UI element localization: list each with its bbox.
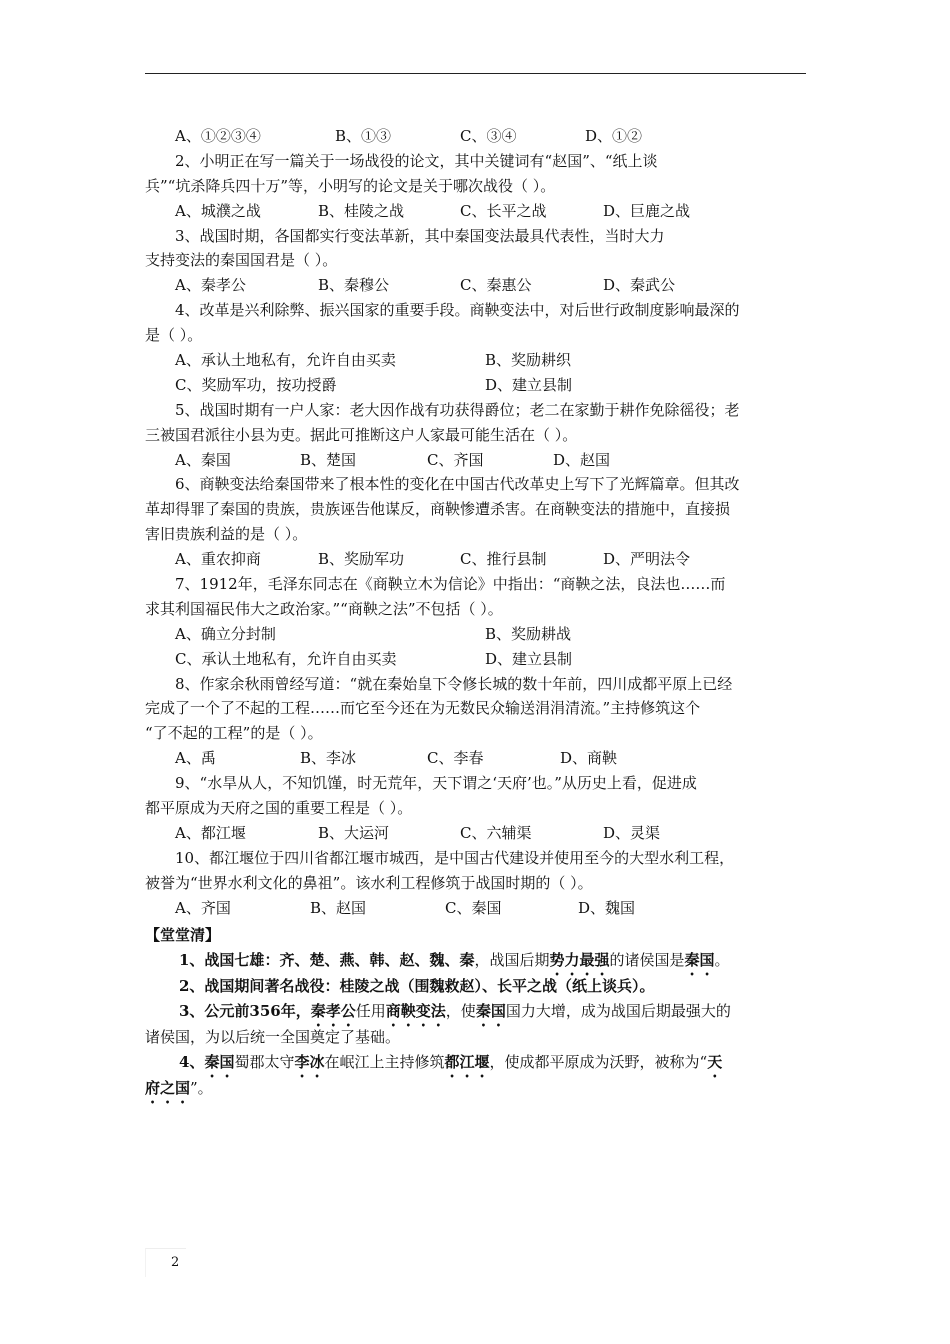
- q7-option-a: A、确立分封制: [175, 624, 276, 643]
- q7-options-row-2: [145, 647, 806, 672]
- q6-option-a: A、重农抑商: [175, 550, 261, 569]
- q8-text-1: 8、作家余秋雨曾经写道：“就在秦始皇下令修长城的数十年前，四川成都平原上已经: [175, 674, 733, 693]
- q3-option-c: C、秦惠公: [460, 276, 532, 295]
- q3-option-b: B、秦穆公: [318, 276, 390, 295]
- q9-option-b: B、大运河: [318, 823, 390, 842]
- q9-option-a: A、都江堰: [175, 823, 246, 842]
- q8-option-c: C、李春: [427, 749, 484, 768]
- q3-option-a: A、秦孝公: [175, 276, 246, 295]
- q8-text-3: “了不起的工程”的是（ ）。: [145, 724, 323, 743]
- key-term: 府之国: [145, 1078, 191, 1097]
- q3-option-d: D、秦武公: [603, 276, 676, 295]
- q9-option-d: D、灵渠: [603, 823, 661, 842]
- q2-option-c: C、长平之战: [460, 201, 547, 220]
- q10-text-2: 被誉为“世界水利文化的鼻祖”。该水利工程修筑于战国时期的（ ）。: [145, 873, 593, 892]
- q9-options: [145, 821, 806, 846]
- key-term: 秦孝公: [310, 1002, 356, 1020]
- summary-text: 在岷江上主持修筑: [324, 1053, 445, 1071]
- q8-option-b: B、李冰: [300, 749, 357, 768]
- summary-text: 国力大增，成为战国后期最强大的: [505, 1002, 731, 1020]
- q4-options-row-1: [145, 348, 806, 373]
- q2-option-a: A、城濮之战: [175, 201, 261, 220]
- q5-text-1: 5、战国时期有一户人家：老大因作战有功获得爵位；老二在家勤于耕作免除徭役；老: [175, 400, 740, 419]
- summary-point-2: 2、战国期间著名战役：桂陵之战（围魏救赵）、长平之战（纸上谈兵）。: [179, 976, 655, 995]
- q6-option-c: C、推行县制: [460, 550, 547, 569]
- q5-option-d: D、赵国: [553, 450, 611, 469]
- q7-option-c: C、承认土地私有，允许自由买卖: [175, 649, 397, 668]
- q6-text-2: 革却得罪了秦国的贵族，贵族诬告他谋反，商鞅惨遭杀害。在商鞅变法的措施中，直接损: [145, 500, 731, 519]
- q10-option-a: A、齐国: [175, 898, 231, 917]
- q8-option-a: A、禹: [175, 749, 216, 768]
- q9-option-c: C、六辅渠: [460, 823, 532, 842]
- summary-text: 任用: [355, 1002, 386, 1020]
- q4-text-1: 4、改革是兴利除弊、振兴国家的重要手段。商鞅变法中，对后世行政制度影响最深的: [175, 301, 740, 320]
- key-term: 商鞅变法: [385, 1002, 446, 1020]
- q10-options: [145, 896, 806, 921]
- key-term: 秦国: [684, 951, 715, 969]
- summary-point-1: [145, 948, 806, 974]
- q8-option-d: D、商鞅: [560, 749, 618, 768]
- summary-point-4: [145, 1050, 806, 1076]
- q4-options-row-2: [145, 373, 806, 398]
- q8-options: [145, 746, 806, 771]
- key-term: 秦国: [475, 1002, 506, 1020]
- summary-text: 的诸侯国是: [609, 951, 685, 969]
- summary-text: ，使成都平原成为沃野，被称为“: [489, 1053, 708, 1071]
- q10-option-d: D、魏国: [578, 898, 636, 917]
- q7-option-d: D、建立县制: [485, 649, 573, 668]
- summary-text: ，战国后期: [474, 951, 550, 969]
- q7-option-b: B、奖励耕战: [485, 624, 572, 643]
- q2-option-b: B、桂陵之战: [318, 201, 405, 220]
- key-term: 都江堰: [444, 1053, 490, 1071]
- q5-option-c: C、齐国: [427, 450, 484, 469]
- q3-options: [145, 273, 806, 298]
- q10-option-c: C、秦国: [445, 898, 502, 917]
- q5-option-b: B、楚国: [300, 450, 357, 469]
- q9-text-1: 9、“水旱从人，不知饥馑，时无荒年，天下谓之‘天府’也。”从历史上看，促进成: [175, 774, 697, 793]
- page-corner-mark: [145, 1248, 186, 1277]
- q5-options: [145, 448, 806, 473]
- summary-point-3: [145, 999, 806, 1025]
- q2-option-d: D、巨鹿之战: [603, 201, 691, 220]
- q2-text-2: 兵”“坑杀降兵四十万”等，小明写的论文是关于哪次战役（ ）。: [145, 176, 556, 195]
- header-rule: [145, 73, 806, 74]
- q7-options-row-1: [145, 622, 806, 647]
- q1-option-b: B、①③: [335, 127, 392, 145]
- key-term: 势力最强: [549, 951, 610, 969]
- q1-option-a: A、①②③④: [175, 127, 261, 145]
- document-body: [145, 124, 806, 1101]
- seven-states: 1、战国七雄：齐、楚、燕、韩、赵、魏、秦: [179, 951, 475, 969]
- q6-text-3: 害旧贵族利益的是（ ）。: [145, 525, 308, 544]
- q6-option-d: D、严明法令: [603, 550, 691, 569]
- q4-option-d: D、建立县制: [485, 375, 573, 394]
- q9-text-2: 都平原成为天府之国的重要工程是（ ）。: [145, 799, 413, 818]
- q4-option-b: B、奖励耕织: [485, 351, 572, 370]
- q1-option-d: D、①②: [585, 127, 643, 145]
- q5-text-2: 三被国君派往小县为吏。据此可推断这户人家最可能生活在（ ）。: [145, 425, 578, 444]
- q8-text-2: 完成了一个了不起的工程……而它至今还在为无数民众输送涓涓清流。”主持修筑这个: [145, 699, 701, 718]
- key-term: 天: [707, 1053, 723, 1071]
- q6-option-b: B、奖励军功: [318, 550, 405, 569]
- summary-text: 4、: [179, 1053, 205, 1071]
- q10-text-1: 10、都江堰位于四川省都江堰市城西，是中国古代建设并使用至今的大型水利工程，: [175, 848, 735, 867]
- q2-text-1: 2、小明正在写一篇关于一场战役的论文，其中关键词有“赵国”、“纸上谈: [175, 151, 658, 170]
- summary-text: ，使: [445, 1002, 476, 1020]
- summary-text: 蜀郡太守: [234, 1053, 295, 1071]
- summary-section: [145, 923, 806, 1102]
- q2-options: [145, 199, 806, 224]
- q6-text-1: 6、商鞅变法给秦国带来了根本性的变化在中国古代改革史上写下了光辉篇章。但其改: [175, 475, 740, 494]
- summary-point-4-cont: [145, 1076, 806, 1102]
- q10-option-b: B、赵国: [310, 898, 367, 917]
- q3-text-1: 3、战国时期，各国都实行变法革新，其中秦国变法最具代表性，当时大力: [175, 226, 665, 245]
- summary-heading: 【堂堂清】: [145, 925, 221, 944]
- summary-text: ”。: [190, 1078, 213, 1097]
- q7-text-1: 7、1912年，毛泽东同志在《商鞅立木为信论》中指出：“商鞅之法，良法也……而: [175, 575, 726, 594]
- q5-option-a: A、秦国: [175, 450, 231, 469]
- summary-point-3-cont: 诸侯国，为以后统一全国奠定了基础。: [145, 1027, 401, 1046]
- page-number: 2: [171, 1255, 180, 1270]
- summary-text: 3、公元前356年，: [179, 1002, 311, 1020]
- q3-text-2: 支持变法的秦国国君是（ ）。: [145, 251, 338, 270]
- q1-option-c: C、③④: [460, 127, 517, 145]
- q4-option-c: C、奖励军功，按功授爵: [175, 375, 337, 394]
- q4-option-a: A、承认土地私有，允许自由买卖: [175, 351, 396, 370]
- key-term: 李冰: [294, 1053, 325, 1071]
- q6-options: [145, 547, 806, 572]
- summary-text: 。: [714, 951, 730, 969]
- key-term: 秦国: [204, 1053, 235, 1071]
- q7-text-2: 求其利国福民伟大之政治家。”“商鞅之法”不包括（ ）。: [145, 599, 503, 618]
- q1-options: [145, 124, 806, 149]
- q4-text-2: 是（ ）。: [145, 326, 203, 345]
